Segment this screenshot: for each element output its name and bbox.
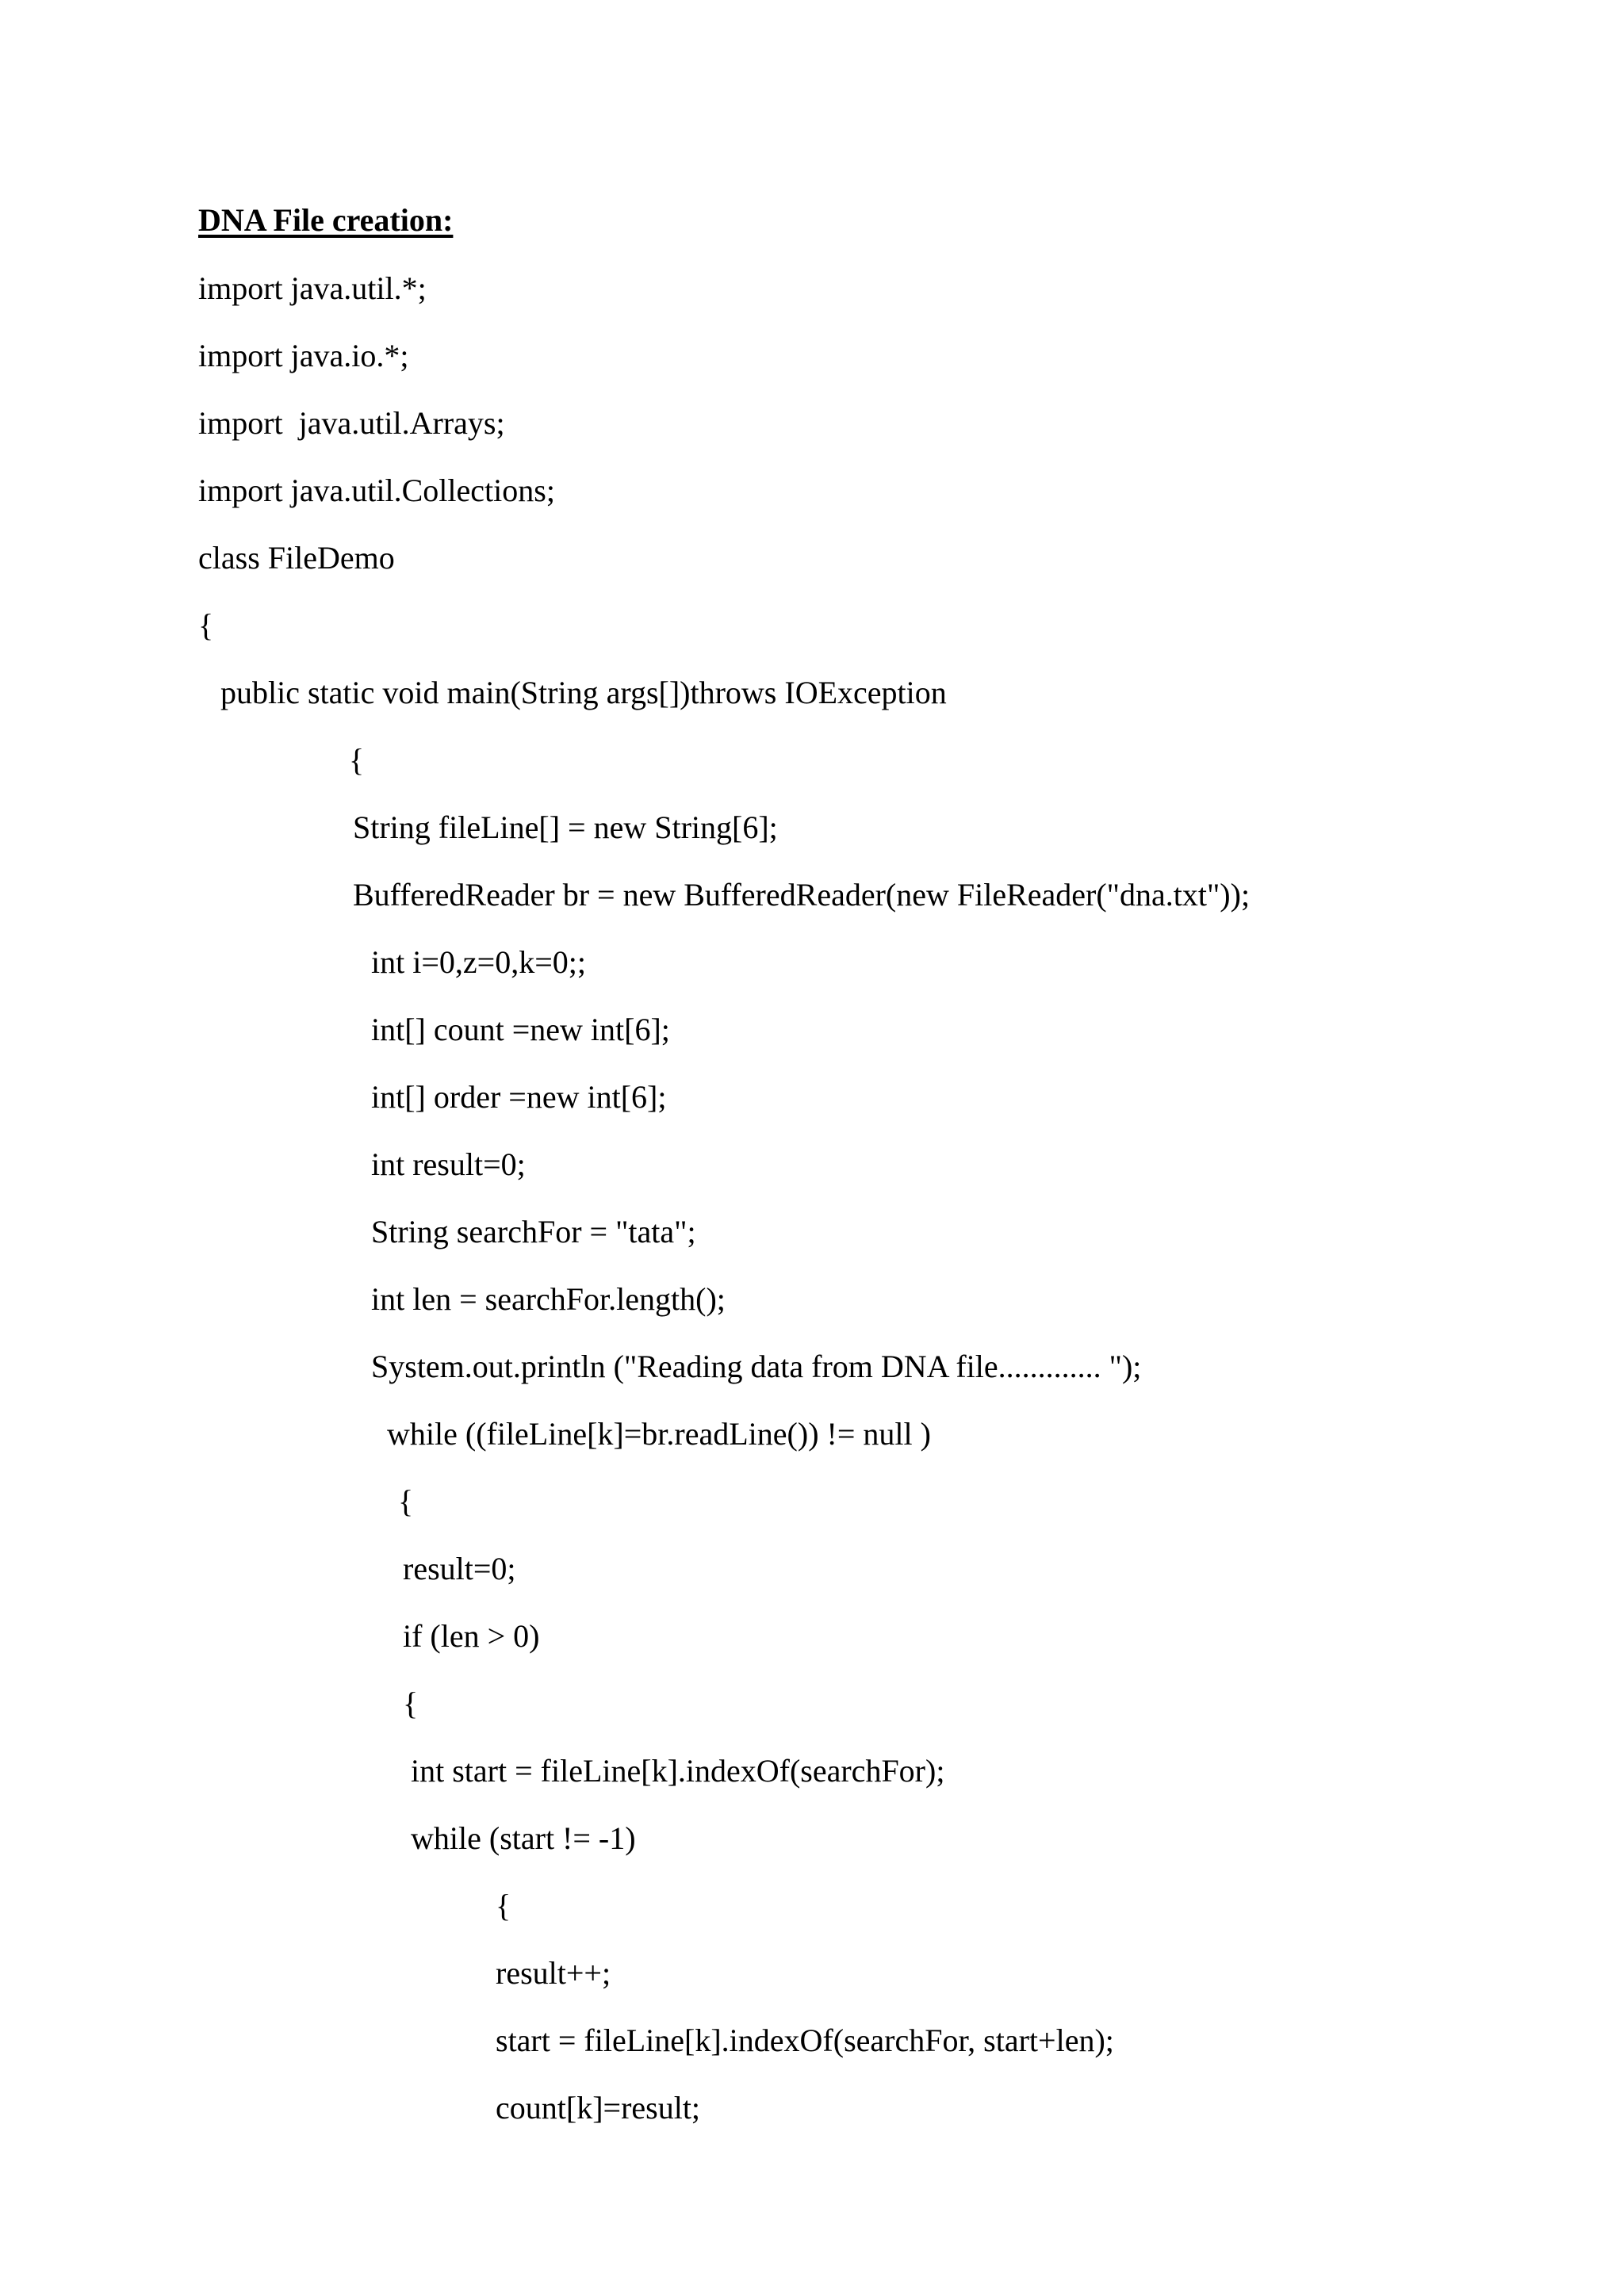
code-line: { xyxy=(198,607,214,643)
code-line: class FileDemo xyxy=(198,540,395,576)
code-line: import java.util.Collections; xyxy=(198,473,555,508)
code-line: { xyxy=(349,742,365,778)
code-line: String searchFor = "tata"; xyxy=(371,1214,696,1249)
code-line: if (len > 0) xyxy=(403,1618,540,1654)
code-line: while ((fileLine[k]=br.readLine()) != null ) xyxy=(387,1416,931,1452)
code-line: public static void main(String args[])throws IOException xyxy=(220,675,947,710)
code-line: System.out.println ("Reading data from DNA file............. "); xyxy=(371,1349,1142,1384)
code-line: { xyxy=(398,1483,414,1519)
code-line: import java.util.Arrays; xyxy=(198,405,505,441)
document-title: DNA File creation: xyxy=(198,202,454,238)
code-line: String fileLine[] = new String[6]; xyxy=(353,809,778,845)
code-line: int result=0; xyxy=(371,1146,526,1182)
code-line: int i=0,z=0,k=0;; xyxy=(371,944,586,980)
code-line: int[] order =new int[6]; xyxy=(371,1079,667,1115)
code-line: BufferedReader br = new BufferedReader(new FileReader("dna.txt")); xyxy=(353,877,1251,913)
code-line: int start = fileLine[k].indexOf(searchFor); xyxy=(411,1753,945,1789)
code-line: import java.util.*; xyxy=(198,270,427,306)
code-line: import java.io.*; xyxy=(198,338,409,373)
code-line: while (start != -1) xyxy=(411,1820,636,1856)
code-line: { xyxy=(496,1888,511,1923)
code-line: start = fileLine[k].indexOf(searchFor, start+len); xyxy=(496,2022,1114,2058)
code-line: int len = searchFor.length(); xyxy=(371,1281,726,1317)
code-line: result=0; xyxy=(403,1551,516,1586)
code-line: int[] count =new int[6]; xyxy=(371,1012,670,1047)
code-line: count[k]=result; xyxy=(496,2090,701,2126)
code-line: result++; xyxy=(496,1955,611,1991)
code-line: { xyxy=(403,1686,419,1721)
